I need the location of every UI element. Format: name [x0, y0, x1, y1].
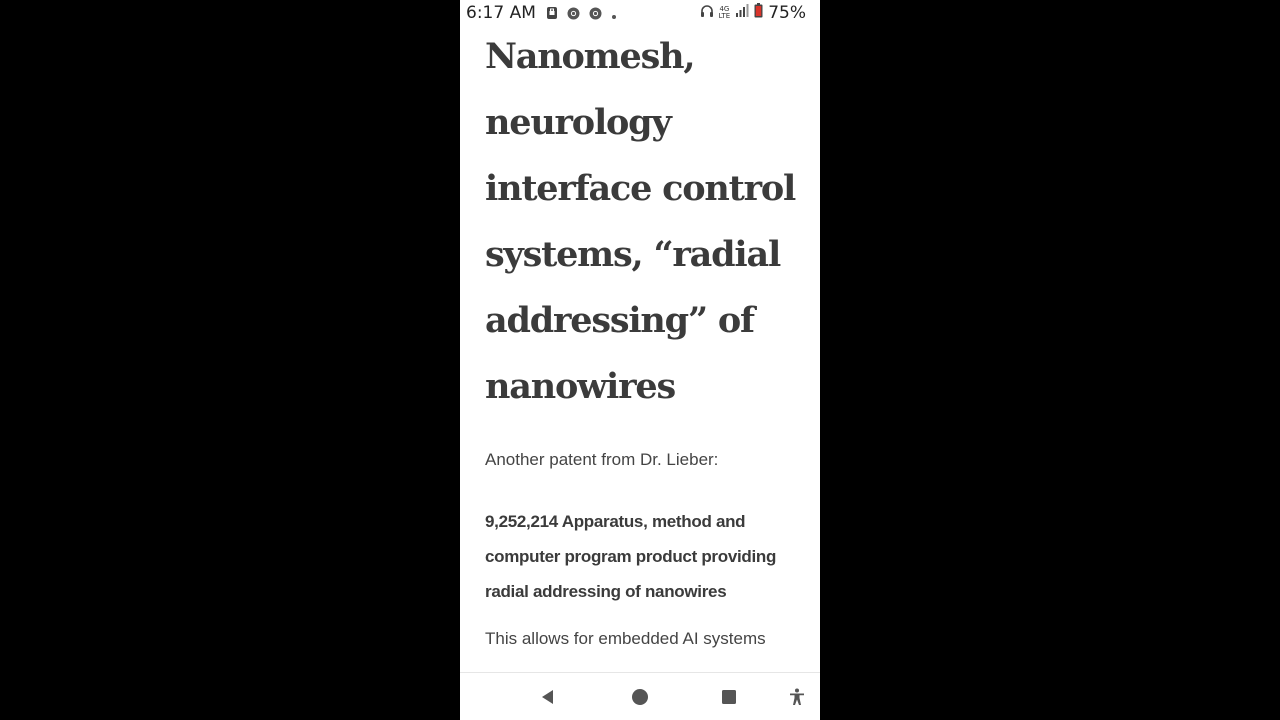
accessibility-icon[interactable] [785, 685, 809, 709]
vpn-lock-icon [546, 6, 558, 25]
status-system-icons [700, 3, 806, 23]
article-followup: This allows for embedded AI systems [485, 629, 766, 648]
more-dot-icon [611, 7, 617, 25]
back-icon[interactable] [536, 685, 560, 709]
battery-percent: 75% [768, 3, 806, 23]
network-type-icon [719, 6, 731, 20]
battery-icon [754, 3, 763, 23]
recents-icon[interactable] [717, 685, 741, 709]
phone-screen [460, 0, 820, 720]
status-time: 6:17 AM [466, 3, 536, 23]
home-icon[interactable] [628, 685, 652, 709]
signal-icon [735, 4, 749, 22]
chrome-icon [589, 7, 602, 25]
chrome-icon [567, 7, 580, 25]
status-bar [460, 0, 820, 26]
patent-title: 9,252,214 Apparatus, method and computer program product providing radial addressing of nanowires [485, 512, 777, 601]
article-title: Nanomesh, neurology interface control systems, “radial addressing” of nanowires [485, 36, 796, 407]
network-label-4g: 4G [719, 5, 730, 13]
article-content [485, 24, 805, 651]
headphones-icon [700, 4, 714, 23]
article-intro: Another patent from Dr. Lieber: [485, 450, 719, 469]
navigation-bar [460, 672, 820, 720]
network-label-lte: LTE [718, 12, 731, 20]
status-notification-icons [546, 6, 617, 25]
